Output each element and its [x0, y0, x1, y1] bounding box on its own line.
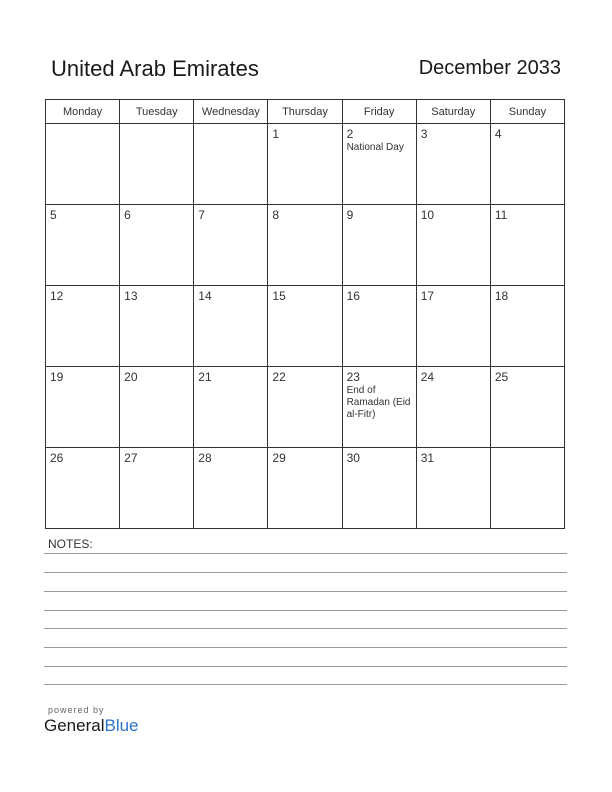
day-number: 28: [198, 451, 212, 465]
day-cell: [194, 367, 268, 448]
note-line: [44, 684, 567, 685]
day-cell: [120, 205, 194, 286]
day-cell: [416, 448, 490, 529]
weekday-sunday: Sunday: [490, 100, 564, 124]
day-number: 16: [346, 289, 360, 303]
day-cell: [194, 286, 268, 367]
holiday-label: National Day: [346, 142, 404, 153]
day-number: 20: [124, 370, 138, 384]
week-row: [46, 205, 565, 286]
day-cell: [46, 205, 120, 286]
brand-blue-text: Blue: [104, 716, 139, 735]
day-cell: [46, 124, 120, 205]
weekday-wednesday: Wednesday: [194, 100, 268, 124]
calendar-country-title: United Arab Emirates: [51, 56, 259, 81]
day-cell: [268, 448, 342, 529]
day-number: 19: [50, 370, 64, 384]
weekday-friday: Friday: [342, 100, 416, 124]
day-cell: [342, 286, 416, 367]
week-row: [46, 448, 565, 529]
note-line: [44, 647, 567, 648]
weekday-thursday: Thursday: [268, 100, 342, 124]
day-number: 30: [346, 451, 360, 465]
day-cell: [46, 367, 120, 448]
holiday-label: End of Ramadan (Eid al-Fitr): [346, 385, 411, 420]
day-cell: [268, 367, 342, 448]
day-cell: [268, 124, 342, 205]
day-number: 21: [198, 370, 212, 384]
day-cell: [416, 286, 490, 367]
day-number: 27: [124, 451, 138, 465]
day-cell: [342, 367, 416, 448]
month-calendar-grid: [45, 99, 565, 529]
day-cell: [120, 286, 194, 367]
day-cell: [194, 124, 268, 205]
day-cell: [120, 367, 194, 448]
day-number: 11: [494, 208, 508, 222]
day-cell: [342, 124, 416, 205]
note-line: [44, 666, 567, 667]
day-number: 10: [420, 208, 435, 222]
day-number: 15: [272, 289, 286, 303]
day-number: 26: [50, 451, 64, 465]
day-number: 24: [420, 370, 435, 384]
weekday-saturday: Saturday: [416, 100, 490, 124]
day-cell: [490, 205, 564, 286]
day-cell: [342, 448, 416, 529]
day-cell: [120, 124, 194, 205]
day-cell: [194, 205, 268, 286]
day-number: 25: [494, 370, 509, 384]
day-cell: [416, 205, 490, 286]
day-number: 3: [420, 127, 428, 141]
day-cell: [490, 286, 564, 367]
notes-label: NOTES:: [48, 537, 93, 551]
day-number: 29: [272, 451, 286, 465]
note-line: [44, 553, 567, 554]
weekday-tuesday: Tuesday: [120, 100, 194, 124]
note-line: [44, 572, 567, 573]
generalblue-logo: [44, 716, 139, 736]
day-number: 9: [346, 208, 354, 222]
note-line: [44, 591, 567, 592]
day-cell: [46, 286, 120, 367]
weekday-header-row: [46, 100, 565, 124]
day-number: 4: [494, 127, 502, 141]
day-cell: [490, 124, 564, 205]
day-cell: [490, 448, 564, 529]
day-number: 1: [272, 127, 280, 141]
powered-by-text: powered by: [48, 705, 105, 715]
day-number: 5: [50, 208, 57, 222]
day-number: 7: [198, 208, 205, 222]
day-number: 8: [272, 208, 280, 222]
day-cell: [342, 205, 416, 286]
day-cell: [194, 448, 268, 529]
day-number: 31: [420, 451, 435, 465]
week-row: [46, 367, 565, 448]
day-number: 18: [494, 289, 509, 303]
week-row: [46, 124, 565, 205]
day-cell: [268, 205, 342, 286]
day-number: 2: [346, 127, 354, 141]
weekday-monday: Monday: [46, 100, 120, 124]
note-line: [44, 610, 567, 611]
day-cell: [120, 448, 194, 529]
day-number: 17: [420, 289, 435, 303]
brand-general-text: General: [44, 716, 105, 735]
day-number: 13: [124, 289, 138, 303]
day-number: 14: [198, 289, 212, 303]
day-cell: [268, 286, 342, 367]
day-number: 23: [346, 370, 360, 384]
day-number: 22: [272, 370, 286, 384]
week-row: [46, 286, 565, 367]
day-cell: [416, 367, 490, 448]
day-cell: [46, 448, 120, 529]
day-cell: [490, 367, 564, 448]
day-number: 12: [50, 289, 64, 303]
day-number: 6: [124, 208, 131, 222]
day-cell: [416, 124, 490, 205]
note-line: [44, 628, 567, 629]
calendar-month-title: December 2033: [418, 57, 561, 79]
